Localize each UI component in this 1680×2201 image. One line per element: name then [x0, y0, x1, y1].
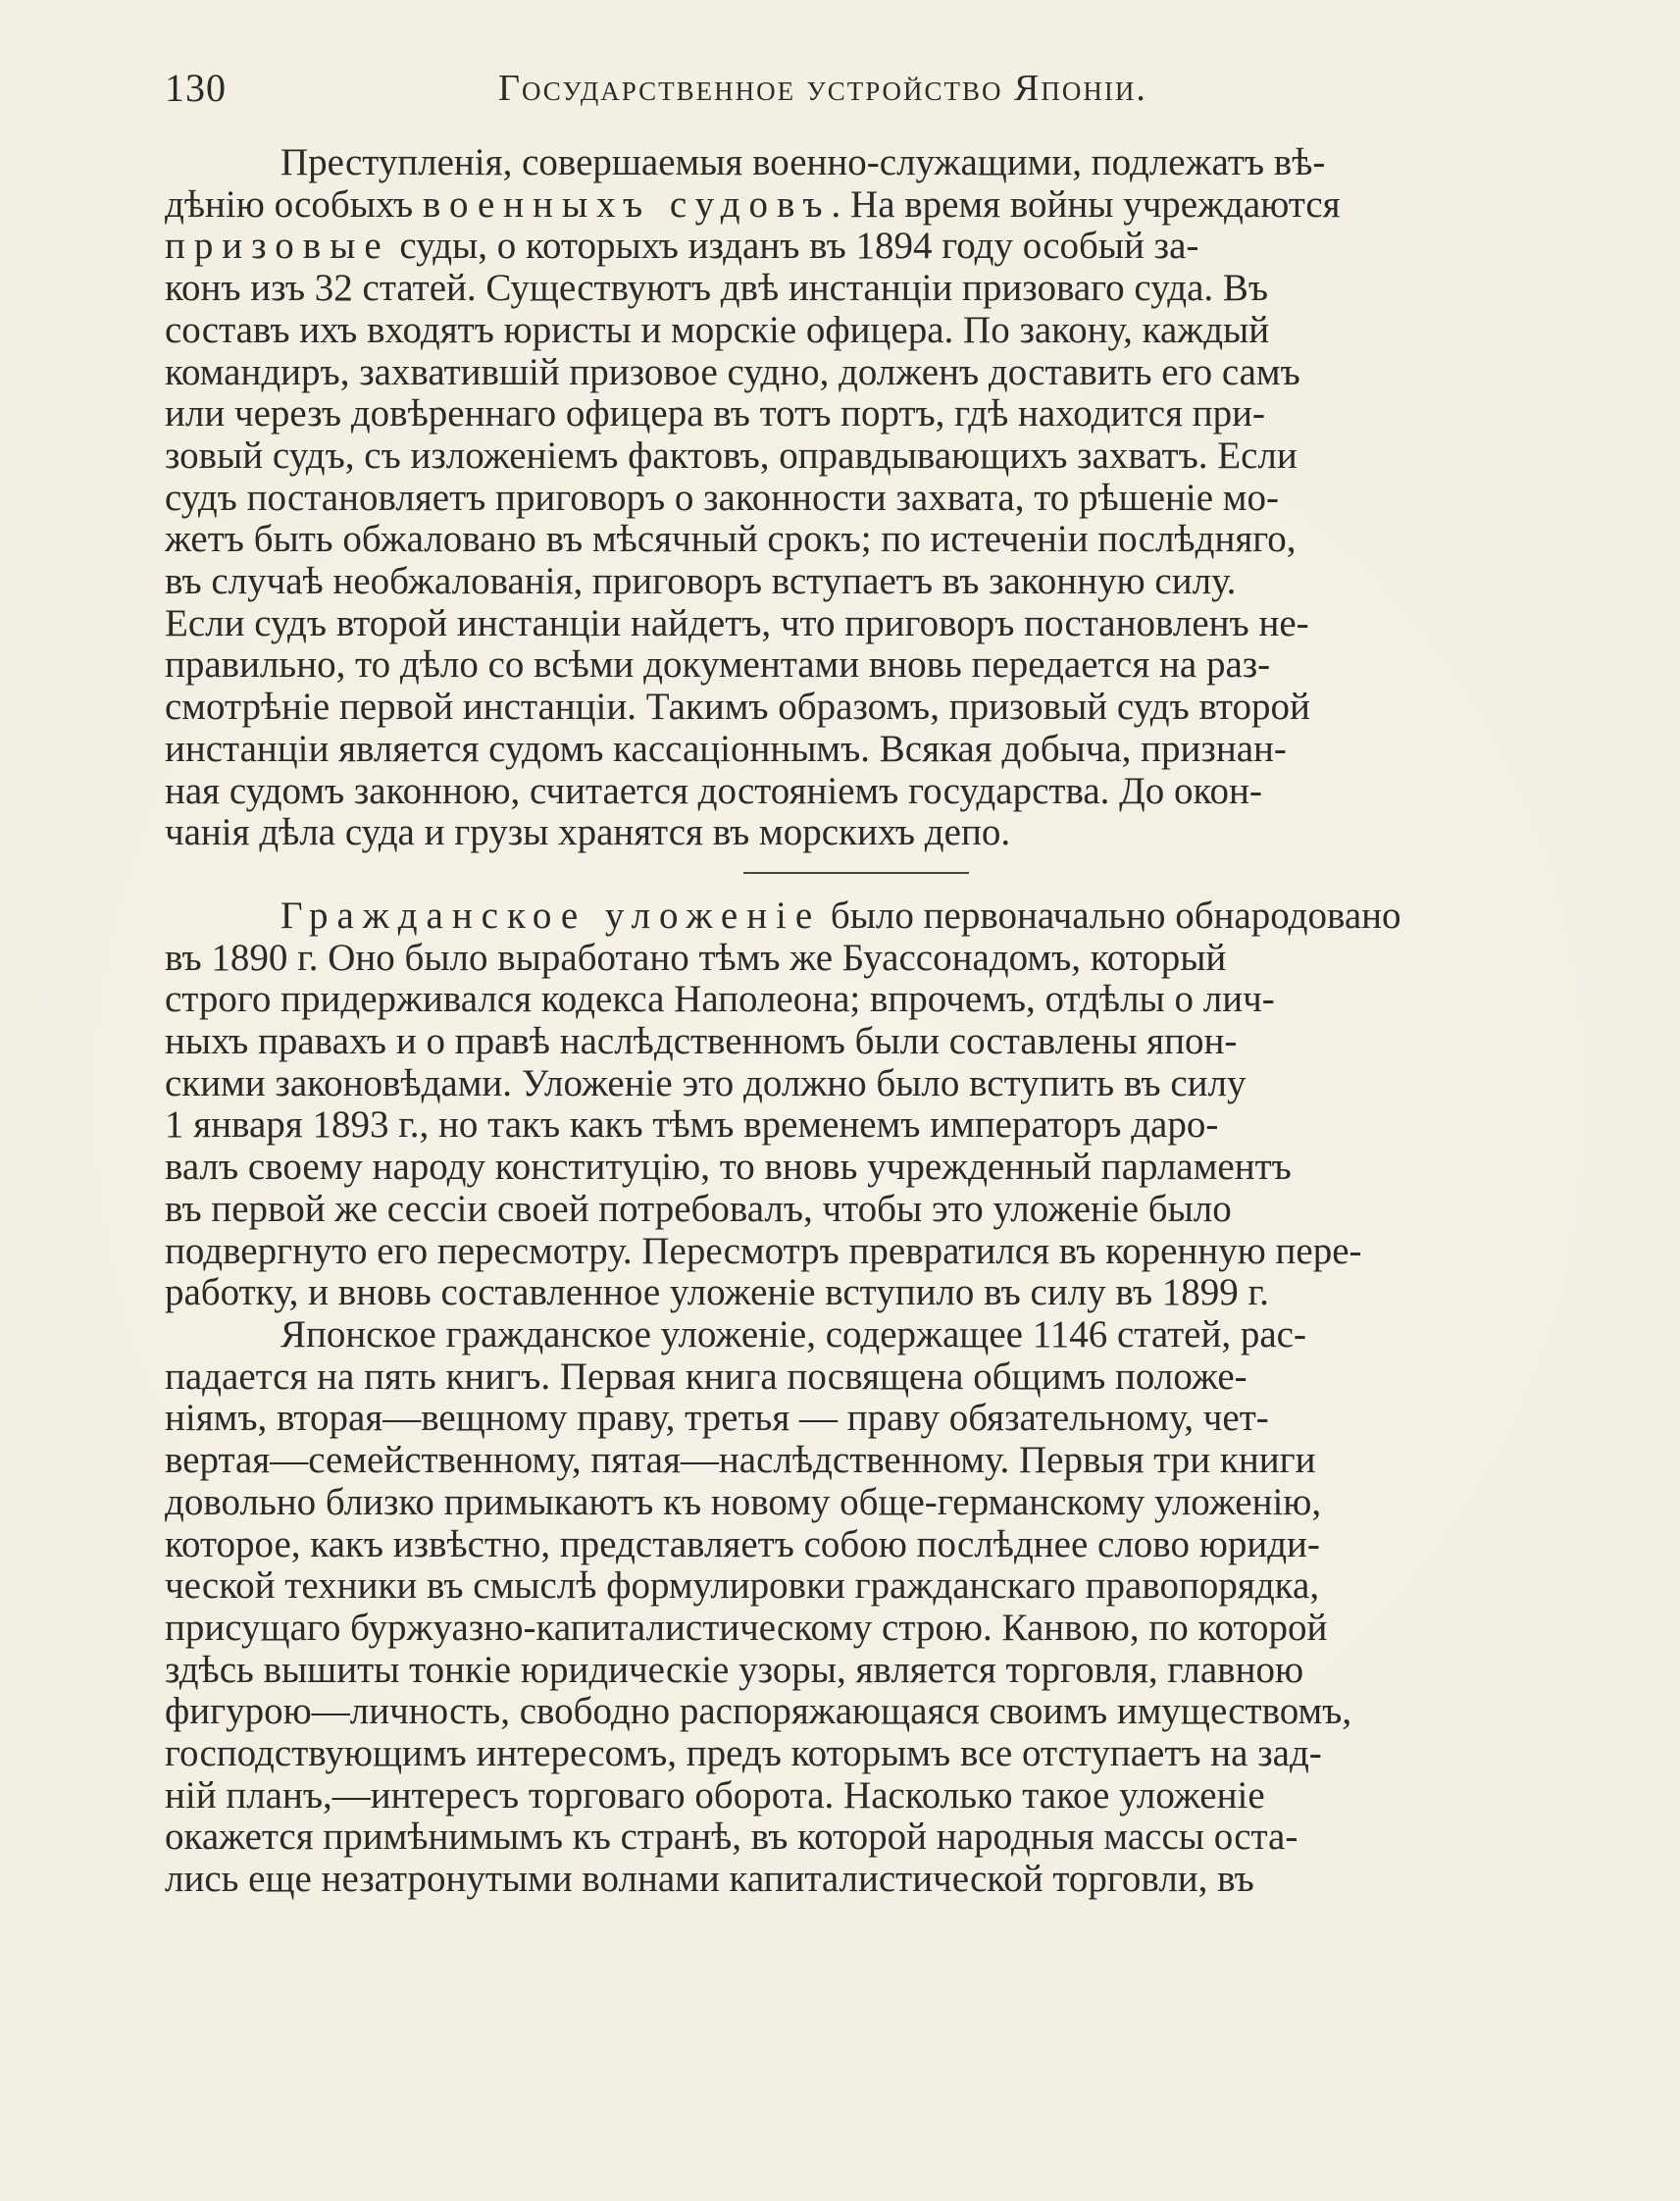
text-line: здѣсь вышиты тонкіе юридическіе узоры, является торговля, главною [165, 1649, 1304, 1691]
text-fragment: . На время войны учреждаются [831, 183, 1341, 226]
paragraph-civil-code-structure [165, 1314, 1548, 1901]
text-line: вертая—семейственному, пятая—наслѣдственному. Первыя три книги [165, 1440, 1316, 1482]
text-line: работку, и вновь составленное уложеніе вступило въ силу въ 1899 г. [165, 1272, 1269, 1314]
text-line: Японское гражданское уложеніе, содержащее 1146 статей, рас- [280, 1313, 1306, 1356]
text-line: въ первой же сессіи своей потребовалъ, чтобы это уложеніе было [165, 1188, 1232, 1230]
text-line: Преступленія, совершаемыя военно-служащими, подлежатъ вѣ- [280, 142, 1326, 183]
text-line: фигурою—личность, свободно распоряжающаяся своимъ имуществомъ, [165, 1691, 1352, 1733]
text-line: ніямъ, вторая—вещному праву, третья — праву обязательному, чет- [165, 1398, 1269, 1440]
text-line-with-spaced-term [165, 226, 1548, 268]
text-line: инстанціи является судомъ кассаціоннымъ. Всякая добыча, признан- [165, 728, 1287, 770]
paragraph-civil-code-history [165, 896, 1548, 1314]
text-line: ческой техники въ смыслѣ формулировки гражданскаго правопорядка, [165, 1565, 1320, 1608]
text-line: довольно близко примыкаютъ къ новому обще-германскому уложенію, [165, 1481, 1322, 1523]
spaced-term-prize-courts: призовые [165, 226, 390, 268]
text-line: въ случаѣ необжалованія, приговоръ вступаетъ въ законную силу. [165, 561, 1237, 603]
text-line-with-spaced-term [165, 184, 1548, 227]
text-line: присущаго буржуазно-капиталистическому строю. Канвою, по которой [165, 1607, 1328, 1649]
text-fragment: суды, о которыхъ изданъ въ 1894 году особый за- [389, 226, 1199, 268]
text-line: зовый судъ, съ изложеніемъ фактовъ, оправдывающихъ захватъ. Если [165, 435, 1298, 477]
text-line: падается на пять книгъ. Первая книга посвящена общимъ положе- [165, 1356, 1247, 1398]
text-line: судъ постановляетъ приговоръ о законности захвата, то рѣшеніе мо- [165, 477, 1279, 519]
text-line: составъ ихъ входятъ юристы и морскіе офицера. По закону, каждый [165, 309, 1270, 351]
text-line: валъ своему народу конституцію, то вновь учрежденный парламентъ [165, 1147, 1292, 1189]
text-line: Если судъ второй инстанціи найдетъ, что приговоръ постановленъ не- [165, 602, 1309, 644]
text-line: ній планъ,—интересъ торговаго оборота. Насколько такое уложеніе [165, 1774, 1265, 1817]
text-line: правильно, то дѣло со всѣми документами вновь передается на раз- [165, 644, 1271, 687]
text-line: конъ изъ 32 статей. Существуютъ двѣ инстанціи призоваго суда. Въ [165, 268, 1269, 310]
text-fragment: было первоначально обнародовано [821, 895, 1401, 937]
text-line: окажется примѣнимымъ къ странѣ, въ которой народныя массы оста- [165, 1817, 1298, 1859]
text-line: господствующимъ интересомъ, предъ которымъ все отступаетъ на зад- [165, 1733, 1322, 1775]
text-line: скими законовѣдами. Уложеніе это должно было вступить въ силу [165, 1062, 1247, 1104]
text-line: чанія дѣла суда и грузы хранятся въ морскихъ депо. [165, 812, 1011, 854]
text-line: ная судомъ законною, считается достояніемъ государства. До окон- [165, 770, 1262, 812]
page-header [165, 65, 1548, 120]
text-line-with-spaced-term [165, 896, 1548, 938]
page-content [165, 142, 1548, 1901]
text-line: въ 1890 г. Оно было выработано тѣмъ же Буассонадомъ, который [165, 937, 1227, 979]
page-number: 130 [165, 66, 227, 110]
spaced-term-civil-code: Гражданское уложеніе [280, 895, 822, 937]
text-line: командиръ, захватившій призовое судно, долженъ доставить его самъ [165, 351, 1300, 393]
text-line: лись еще незатронутыми волнами капиталистической торговли, въ [165, 1859, 1254, 1901]
text-line: или черезъ довѣреннаго офицера въ тотъ портъ, гдѣ находится при- [165, 393, 1266, 435]
text-line: подвергнуто его пересмотру. Пересмотръ превратился въ коренную пере- [165, 1230, 1362, 1272]
text-line: ныхъ правахъ и о правѣ наслѣдственномъ были составлены япон- [165, 1021, 1238, 1063]
text-line: которое, какъ извѣстно, представляетъ собою послѣднее слово юриди- [165, 1523, 1320, 1565]
text-line: жетъ быть обжаловано въ мѣсячный срокъ; по истеченіи послѣдняго, [165, 519, 1297, 561]
spaced-term-military-courts: военныхъ судовъ [422, 183, 832, 226]
running-title: Государственное устройство Японіи. [498, 68, 1147, 109]
text-line: 1 января 1893 г., но такъ какъ тѣмъ временемъ императоръ даро- [165, 1104, 1219, 1147]
text-line: смотрѣніе первой инстанціи. Такимъ образомъ, призовый судъ второй [165, 687, 1310, 729]
text-fragment: дѣнію особыхъ [165, 183, 423, 226]
text-line: строго придерживался кодекса Наполеона; впрочемъ, отдѣлы о лич- [165, 979, 1275, 1021]
paragraph-military-courts [165, 142, 1548, 854]
section-separator [743, 872, 969, 874]
